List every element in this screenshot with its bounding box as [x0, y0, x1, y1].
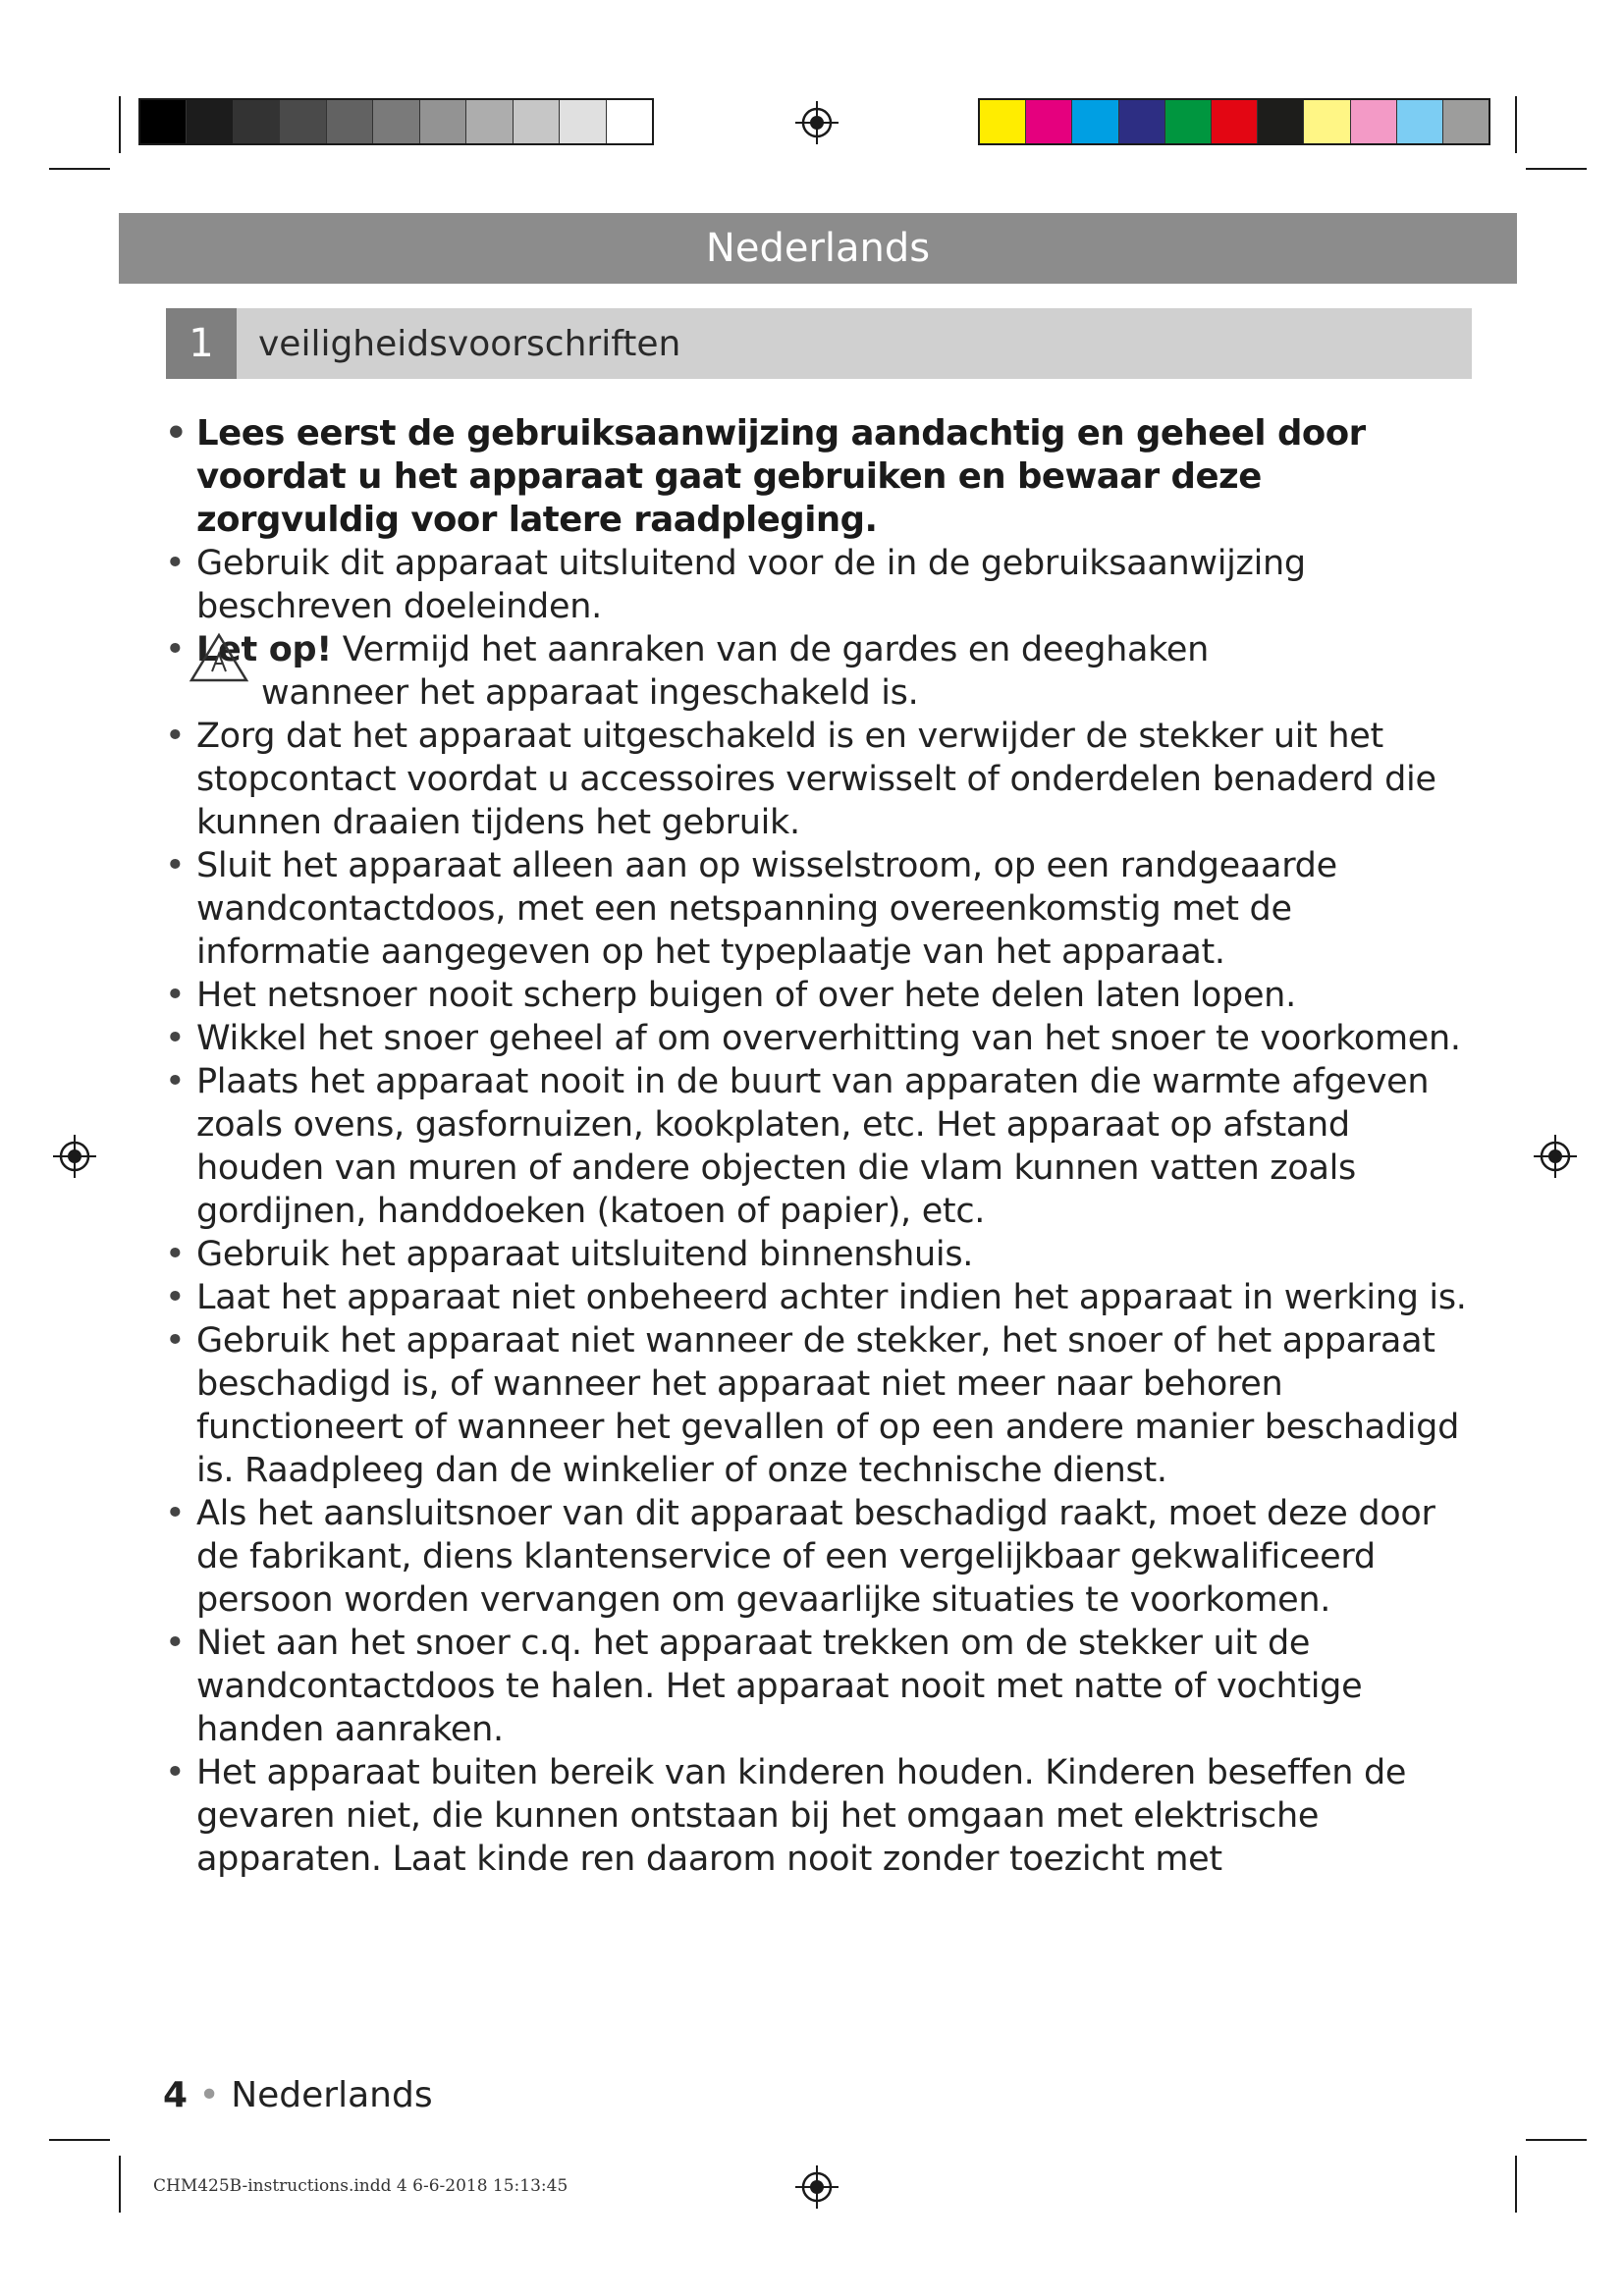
- process-color-swatch: [1165, 100, 1212, 143]
- language-header: [119, 213, 1517, 284]
- process-color-swatch: [1258, 100, 1304, 143]
- list-item: • Laat het apparaat niet onbeheerd achter indien het apparaat in werking is.: [163, 1276, 1469, 1319]
- warning-text-continued: wanneer het apparaat ingeschakeld is.: [261, 673, 919, 713]
- grayscale-swatch: [560, 100, 606, 143]
- process-color-swatch: [1351, 100, 1397, 143]
- process-color-swatch: [1072, 100, 1118, 143]
- list-item: • Plaats het apparaat nooit in de buurt van apparaten die warmte afgeven zoals ovens, gasfornuizen, kookplaten, etc. Het apparaat op afstand houden van muren of andere objecten die vlam kunnen vatten zoals gordijnen, handdoeken (katoen of papier), etc.: [163, 1060, 1469, 1233]
- crop-mark-bottom-left-h: [49, 2139, 110, 2141]
- list-item: • Sluit het apparaat alleen aan op wisselstroom, op een randgeaarde wandcontactdoos, met een netspanning overeenkomstig met de informatie aangegeven op het typeplaatje van het apparaat.: [163, 844, 1469, 974]
- grayscale-swatch: [607, 100, 652, 143]
- instruction-list: [163, 412, 1469, 1881]
- process-color-bar: [978, 98, 1490, 145]
- grayscale-swatch: [280, 100, 326, 143]
- list-item: • Het netsnoer nooit scherp buigen of over hete delen laten lopen.: [163, 974, 1469, 1017]
- section-number: 1: [166, 308, 237, 379]
- list-item: • Wikkel het snoer geheel af om oververhitting van het snoer te voorkomen.: [163, 1017, 1469, 1060]
- grayscale-swatch: [373, 100, 419, 143]
- list-item-warning: [163, 628, 1469, 715]
- crop-mark-top-left-v: [119, 96, 121, 153]
- grayscale-swatch: [327, 100, 373, 143]
- grayscale-swatch: [514, 100, 560, 143]
- list-item: • Als het aansluitsnoer van dit apparaat beschadigd raakt, moet deze door de fabrikant, diens klantenservice of een vergelijkbaar gekwalificeerd persoon worden vervangen om gevaarlijke situaties te voorkomen.: [163, 1492, 1469, 1622]
- registration-mark-left: [53, 1135, 96, 1178]
- registration-mark-bottom: [795, 2165, 839, 2209]
- process-color-swatch: [1397, 100, 1443, 143]
- list-item: • Zorg dat het apparaat uitgeschakeld is en verwijder de stekker uit het stopcontact voordat u accessoires verwisselt of onderdelen benaderd die kunnen draaien tijdens het gebruik.: [163, 715, 1469, 844]
- registration-mark-top: [795, 101, 839, 144]
- crop-mark-top-left-h: [49, 168, 110, 170]
- grayscale-swatch: [187, 100, 233, 143]
- grayscale-swatch: [234, 100, 280, 143]
- warning-triangle-icon: [189, 632, 249, 683]
- process-color-swatch: [1443, 100, 1489, 143]
- page-footer: [163, 2075, 433, 2115]
- list-item: • Lees eerst de gebruiksaanwijzing aandachtig en geheel door voordat u het apparaat gaat gebruiken en bewaar deze zorgvuldig voor latere raadpleging.: [163, 412, 1469, 542]
- grayscale-swatch: [140, 100, 187, 143]
- print-slug: CHM425B-instructions.indd 4 6-6-2018 15:13:45: [153, 2176, 568, 2196]
- grayscale-color-bar: [138, 98, 654, 145]
- page-number: 4: [163, 2075, 189, 2115]
- grayscale-swatch: [420, 100, 466, 143]
- safety-instructions: [163, 412, 1469, 1881]
- process-color-swatch: [1304, 100, 1350, 143]
- warning-text: Vermijd het aanraken van de gardes en deeghaken: [331, 630, 1210, 669]
- warning-lead: Let op!: [196, 630, 332, 669]
- process-color-swatch: [1212, 100, 1258, 143]
- process-color-swatch: [1119, 100, 1165, 143]
- crop-mark-bottom-right-v: [1515, 2156, 1517, 2213]
- crop-mark-top-right-v: [1515, 96, 1517, 153]
- list-item: • Niet aan het snoer c.q. het apparaat trekken om de stekker uit de wandcontactdoos te halen. Het apparaat nooit met natte of vochtige handen aanraken.: [163, 1622, 1469, 1751]
- crop-mark-top-right-h: [1526, 168, 1587, 170]
- registration-mark-right: [1534, 1135, 1577, 1178]
- footer-separator: •: [198, 2075, 220, 2115]
- language-header-label: Nederlands: [705, 226, 931, 271]
- list-item: • Gebruik het apparaat niet wanneer de stekker, het snoer of het apparaat beschadigd is, of wanneer het apparaat niet meer naar behoren functioneert of wanneer het gevallen of op een andere manier beschadigd is. Raadpleeg dan de winkelier of onze technische dienst.: [163, 1319, 1469, 1492]
- crop-mark-bottom-left-v: [119, 2156, 121, 2213]
- list-item: • Het apparaat buiten bereik van kinderen houden. Kinderen beseffen de gevaren niet, die kunnen ontstaan bij het omgaan met elektrische apparaten. Laat kinde ren daarom nooit zonder toezicht met: [163, 1751, 1469, 1881]
- list-item: • Gebruik dit apparaat uitsluitend voor de in de gebruiksaanwijzing beschreven doeleinden.: [163, 542, 1469, 628]
- section-heading: [166, 308, 1472, 379]
- section-title: veiligheidsvoorschriften: [258, 323, 681, 364]
- process-color-swatch: [980, 100, 1026, 143]
- grayscale-swatch: [466, 100, 513, 143]
- process-color-swatch: [1026, 100, 1072, 143]
- crop-mark-bottom-right-h: [1526, 2139, 1587, 2141]
- footer-language: Nederlands: [231, 2075, 433, 2115]
- list-item: • Gebruik het apparaat uitsluitend binnenshuis.: [163, 1233, 1469, 1276]
